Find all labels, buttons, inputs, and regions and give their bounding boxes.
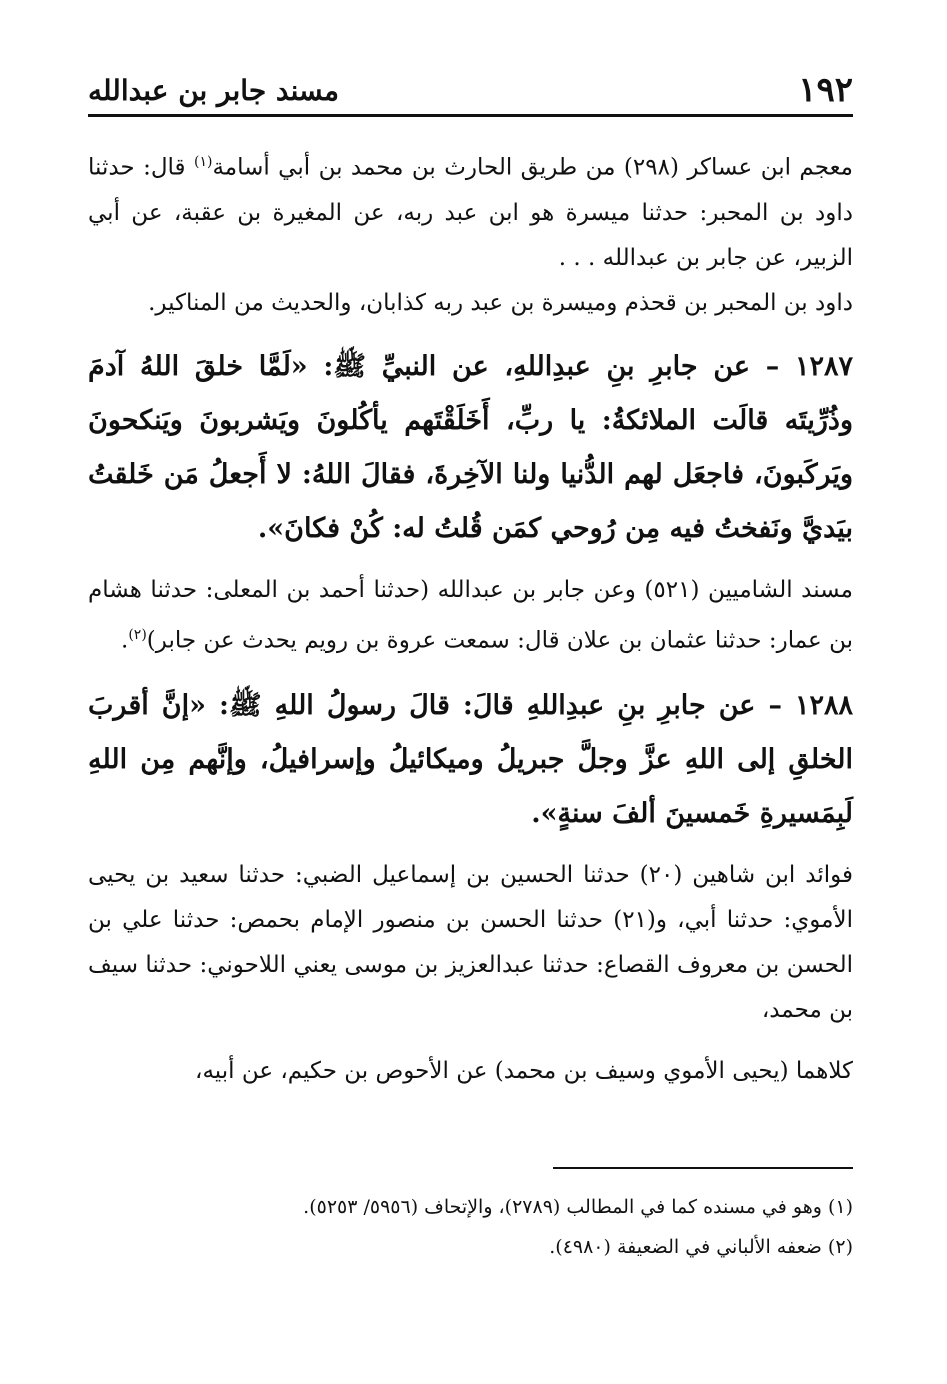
footnotes <box>88 1187 853 1267</box>
source-paragraph: كلاهما (يحيى الأموي وسيف بن محمد) عن الأحوص بن حكيم، عن أبيه، <box>195 1058 853 1085</box>
footnote: (١) وهو في مسنده كما في المطالب (٢٧٨٩)، والإتحاف (٥٩٥٦/ ٥٢٥٣). <box>303 1196 853 1218</box>
narrator-note: داود بن المحبر بن قحذم وميسرة بن عبد ربه كذابان، والحديث من المناكير. <box>148 289 853 316</box>
footnote-divider <box>553 1167 853 1169</box>
footnote-ref: (١) <box>193 154 213 170</box>
hadith-text: «لَمَّا خلقَ اللهُ آدمَ وذُرِّيتَه قالَت الملائكةُ: يا ربِّ، أَخَلَقْتَهم يأكُلونَ ويَشربونَ ويَنكحونَ ويَركَبونَ، فاجعَل لهم الدُّنيا ولنا الآخِرةَ، فقالَ اللهُ: لا أَجعلُ مَن خَلقتُ بيَديَّ ونَفختُ فيه مِن رُوحي كمَن قُلتُ له: كُنْ فكانَ». <box>88 350 853 544</box>
source-paragraph <box>88 568 853 664</box>
text-run: مسند الشاميين (٥٢١) وعن جابر بن عبدالله (حدثنا أحمد بن المعلى: حدثنا هشام بن عمار: حدثنا عثمان بن علان قال: سمعت عروة بن رويم يحدث عن جابر) <box>88 576 853 654</box>
text-run: قال: حدثنا داود بن المحبر: حدثنا ميسرة هو ابن عبد ربه، عن المغيرة بن عقبة، عن أبي الزبير، عن جابر بن عبدالله . . . <box>88 154 853 271</box>
text-run: معجم ابن عساكر (٢٩٨) من طريق الحارث بن محمد بن أبي أسامة <box>212 154 853 181</box>
page-header <box>88 64 853 117</box>
hadith-number-chain: ١٢٨٧ – عن جابرِ بنِ عبدِاللهِ، عن النبيِّ ﷺ: <box>307 350 853 382</box>
running-title: مسند جابر بن عبدالله <box>88 74 340 107</box>
footnote-ref: (٢) <box>128 626 147 643</box>
footnote: (٢) ضعفه الألباني في الضعيفة (٤٩٨٠). <box>549 1236 853 1258</box>
hadith-number-chain: ١٢٨٨ – عن جابرِ بنِ عبدِاللهِ قالَ: قالَ رسولُ اللهِ ﷺ: <box>205 690 854 722</box>
hadith-1288 <box>88 679 853 841</box>
source-paragraph <box>88 140 853 281</box>
page-body <box>88 140 853 1094</box>
text-run: . <box>121 627 129 654</box>
page-number: ١٩٢ <box>798 70 853 110</box>
hadith-text: «إنَّ أقربَ الخلقِ إلى اللهِ عزَّ وجلَّ جبريلُ وميكائيلُ وإسرافيلُ، وإنَّهم مِن اللهِ لَبِمَسيرةِ خَمسينَ ألفَ سنةٍ». <box>88 690 853 830</box>
source-paragraph: فوائد ابن شاهين (٢٠) حدثنا الحسين بن إسماعيل الضبي: حدثنا سعيد بن يحيى الأموي: حدثنا أبي، و(٢١) حدثنا الحسن بن منصور الإمام بحمص: حدثنا علي بن الحسن بن معروف القصاع: حدثنا عبدالعزيز بن موسى يعني اللاحوني: حدثنا سيف بن محمد، <box>88 862 853 1024</box>
hadith-1287 <box>88 340 853 556</box>
